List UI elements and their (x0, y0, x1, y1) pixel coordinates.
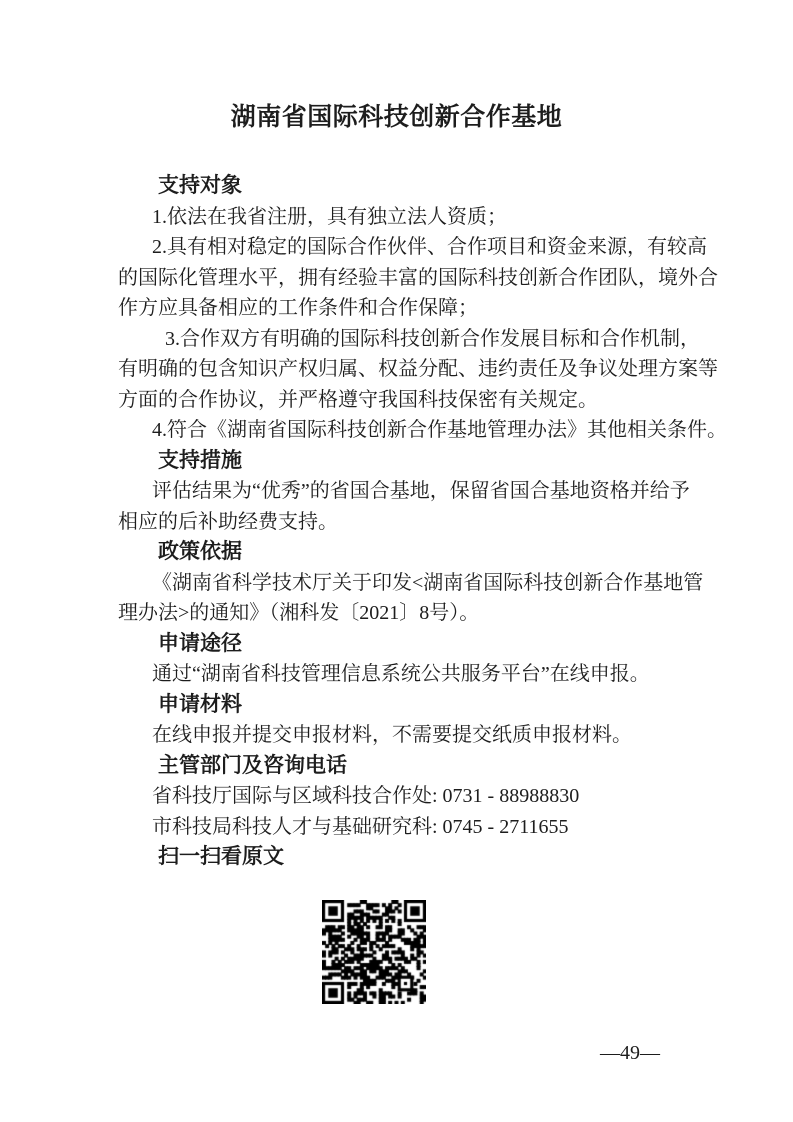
body-line: 2.具有相对稳定的国际合作伙伴、合作项目和资金来源，有较高 (152, 236, 707, 258)
body-line: 相应的后补助经费支持。 (118, 510, 338, 533)
body-line: 评估结果为“优秀”的省国合基地，保留省国合基地资格并给予 (152, 480, 690, 502)
body-line: 作方应具备相应的工作条件和合作保障； (118, 297, 478, 319)
section-heading-application-channel: 申请途径 (158, 631, 242, 655)
body-line: 1.依法在我省注册，具有独立法人资质； (152, 205, 507, 228)
body-line: 有明确的包含知识产权归属、权益分配、违约责任及争议处理方案等 (118, 358, 718, 380)
section-heading-application-materials: 申请材料 (158, 692, 242, 716)
document-content (118, 171, 727, 873)
body-line: 在线申报并提交申报材料，不需要提交纸质申报材料。 (152, 724, 632, 746)
body-line: 理办法>的通知》（湘科发〔2021〕8号）。 (118, 602, 480, 624)
section-heading-support-measures: 支持措施 (158, 448, 242, 472)
body-line: 4.符合《湖南省国际科技创新合作基地管理办法》其他相关条件。 (152, 419, 727, 441)
body-line: 方面的合作协议，并严格遵守我国科技保密有关规定。 (118, 388, 598, 411)
qr-code (322, 900, 426, 1004)
section-heading-department-contacts: 主管部门及咨询电话 (158, 753, 347, 777)
page-title: 湖南省国际科技创新合作基地 (230, 104, 563, 131)
section-heading-policy-basis: 政策依据 (158, 540, 242, 563)
body-line: 3.合作双方有明确的国际科技创新合作发展目标和合作机制， (165, 327, 700, 350)
contact-phone-line: 省科技厅国际与区域科技合作处: 0731 - 88988830 (152, 785, 580, 807)
contact-phone-line: 市科技局科技人才与基础研究科: 0745 - 2711655 (152, 815, 569, 838)
section-heading-scan-qr: 扫一扫看原文 (158, 845, 284, 868)
body-line: 通过“湖南省科技管理信息系统公共服务平台”在线申报。 (152, 663, 650, 685)
page-number: —49— (600, 1042, 660, 1064)
body-line: 《湖南省科学技术厅关于印发<湖南省国际科技创新合作基地管 (152, 571, 704, 594)
section-heading-support-target: 支持对象 (158, 174, 242, 197)
body-line: 的国际化管理水平，拥有经验丰富的国际科技创新合作团队，境外合 (118, 266, 718, 289)
